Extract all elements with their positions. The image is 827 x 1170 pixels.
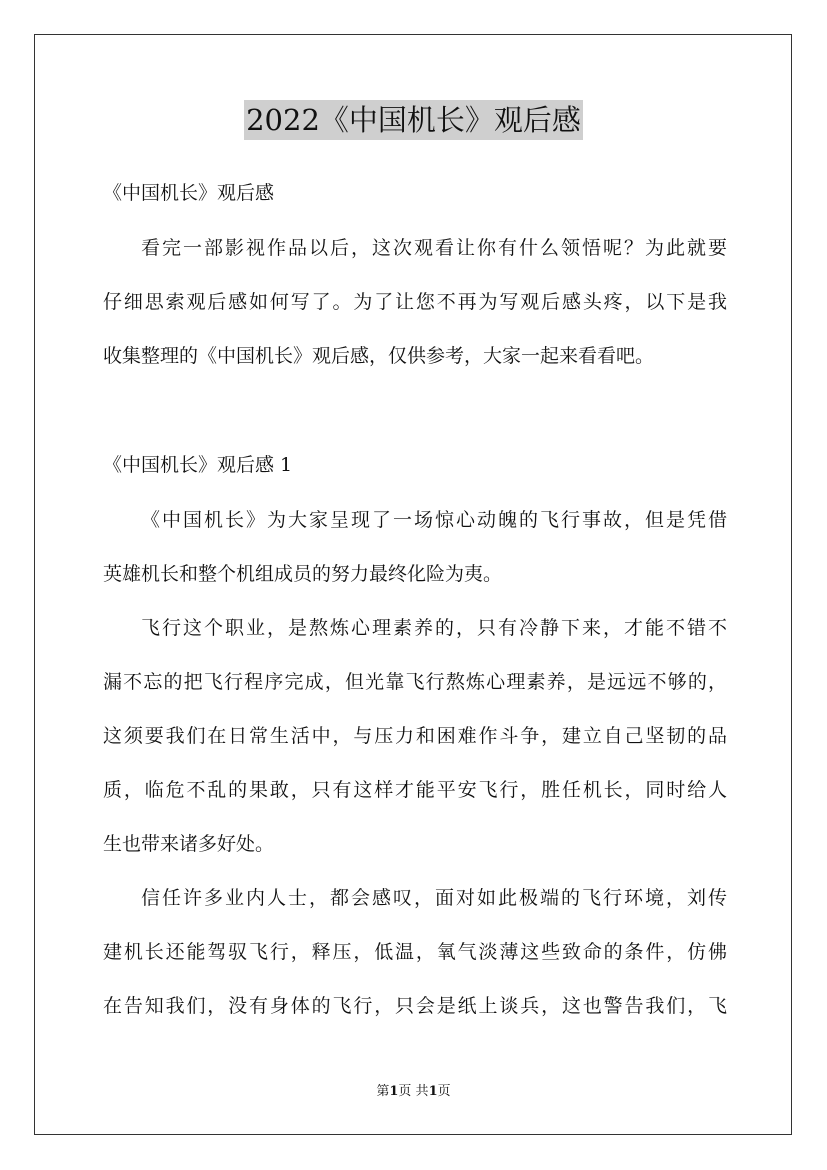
para3-line-1: 信任许多业内人士，都会感叹，面对如此极端的飞行环境，刘传 [141, 887, 727, 909]
para2-line-4: 质，临危不乱的果敢，只有这样才能平安飞行，胜任机长，同时给人 [103, 779, 727, 801]
para3-line-2: 建机长还能驾驭飞行，释压，低温，氧气淡薄这些致命的条件，仿佛 [103, 941, 727, 963]
title-container [0, 100, 827, 140]
document-title: 2022《中国机长》观后感 [244, 100, 583, 140]
footer-page-mid: 页 共 [398, 1084, 429, 1099]
para3-line-3: 在告知我们，没有身体的飞行，只会是纸上谈兵，这也警告我们，飞 [103, 995, 727, 1017]
footer-page-prefix: 第 [376, 1084, 390, 1099]
para1-line-1: 《中国机长》为大家呈现了一场惊心动魄的飞行事故，但是凭借 [141, 509, 727, 531]
footer-page-current: 1 [389, 1084, 399, 1099]
intro-line-2: 仔细思索观后感如何写了。为了让您不再为写观后感头疼，以下是我 [103, 291, 727, 313]
para2-line-1: 飞行这个职业，是熬炼心理素养的，只有冷静下来，才能不错不 [141, 617, 727, 639]
section-heading: 《中国机长》观后感 1 [103, 454, 293, 476]
para1-line-2: 英雄机长和整个机组成员的努力最终化险为夷。 [103, 563, 503, 585]
footer-page-suffix: 页 [437, 1084, 451, 1099]
intro-line-1: 看完一部影视作品以后，这次观看让你有什么领悟呢？为此就要 [141, 237, 727, 259]
intro-line-3: 收集整理的《中国机长》观后感，仅供参考，大家一起来看看吧。 [103, 345, 655, 367]
page-footer [0, 1083, 827, 1101]
footer-page-total: 1 [428, 1084, 438, 1099]
document-subtitle: 《中国机长》观后感 [103, 182, 275, 204]
para2-line-3: 这须要我们在日常生活中，与压力和困难作斗争，建立自己坚韧的品 [103, 725, 727, 747]
para2-line-2: 漏不忘的把飞行程序完成，但光靠飞行熬炼心理素养，是远远不够的， [103, 671, 727, 693]
para2-line-5: 生也带来诸多好处。 [103, 833, 275, 855]
